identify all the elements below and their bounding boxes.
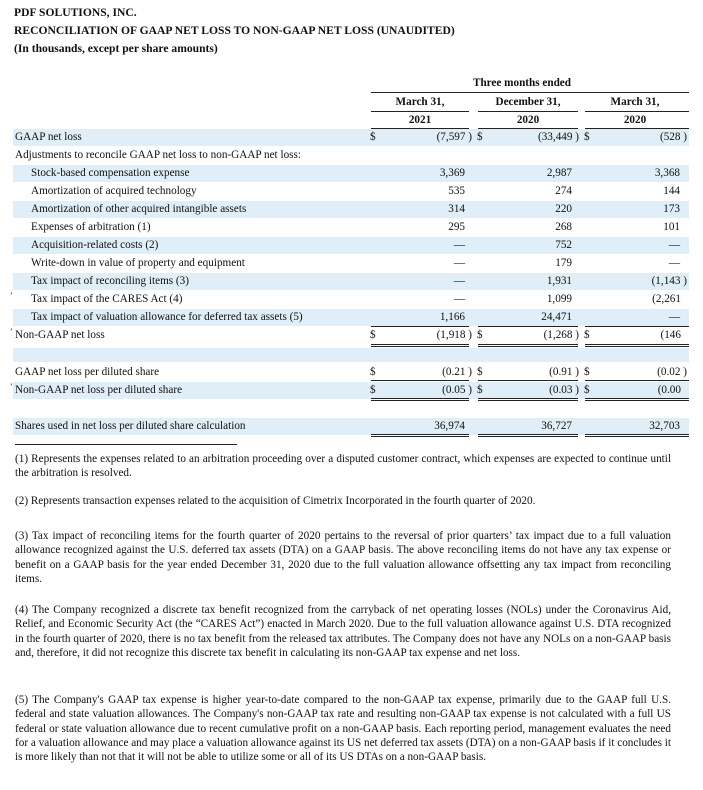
currency-symbol: $ bbox=[477, 366, 483, 378]
row-spacer bbox=[13, 348, 689, 362]
currency-symbol: $ bbox=[370, 131, 376, 143]
row-label: GAAP net loss per diluted share bbox=[15, 366, 160, 378]
row-label: Tax impact of the CARES Act (4) bbox=[31, 293, 183, 305]
value-col1: 36,974 bbox=[434, 420, 465, 432]
value-col2: 274 bbox=[555, 185, 572, 197]
row-label: Acquisition-related costs (2) bbox=[31, 239, 159, 251]
value-col1: 1,166 bbox=[439, 311, 465, 323]
row-label: Adjustments to reconcile GAAP net loss to non-GAAP net loss: bbox=[15, 149, 301, 161]
value-col3: (2,261 bbox=[652, 293, 681, 305]
row-label: Shares used in net loss per diluted share calculation bbox=[15, 420, 246, 432]
value-col2: (33,449 ) bbox=[537, 131, 579, 143]
row-label: Amortization of acquired technology bbox=[31, 185, 197, 197]
footnote-1: (1) Represents the expenses related to an arbitration proceeding over a disputed customer contract, which expenses are expected to continue until the arbitration is resolved. bbox=[15, 453, 671, 480]
value-col3: — bbox=[668, 239, 680, 251]
currency-symbol: $ bbox=[584, 384, 590, 396]
row-tax-impact-reconciling-items bbox=[13, 273, 689, 290]
value-col2: 1,099 bbox=[546, 293, 572, 305]
value-col2: 2,987 bbox=[546, 167, 572, 179]
col3-header-rule-top bbox=[585, 111, 689, 112]
per-share-double-rule-col3-b bbox=[585, 398, 689, 401]
value-col1: — bbox=[453, 239, 465, 251]
value-col2: 36,727 bbox=[541, 420, 572, 432]
currency-symbol: $ bbox=[584, 329, 590, 341]
row-label: GAAP net loss bbox=[15, 131, 82, 143]
row-amortization-other-intangibles bbox=[13, 201, 689, 218]
col2-header-rule-top bbox=[478, 111, 578, 112]
value-col2: 752 bbox=[555, 239, 572, 251]
report-subtitle: (In thousands, except per share amounts) bbox=[14, 42, 218, 55]
row-label: Non-GAAP net loss per diluted share bbox=[15, 384, 183, 396]
paren-mark: ’ bbox=[10, 327, 13, 336]
value-col3: (0.00 bbox=[657, 384, 681, 396]
value-col3: 3,368 bbox=[654, 167, 680, 179]
row-gaap-net-loss bbox=[13, 129, 689, 146]
value-col1: 3,369 bbox=[439, 167, 465, 179]
value-col3: (0.02 ) bbox=[657, 366, 687, 378]
shares-double-rule-col3 bbox=[585, 434, 689, 437]
value-col2: 24,471 bbox=[541, 311, 572, 323]
row-acquisition-related-costs bbox=[13, 237, 689, 254]
currency-symbol: $ bbox=[370, 366, 376, 378]
value-col3: (146 bbox=[660, 329, 681, 341]
shares-double-rule-col1 bbox=[371, 434, 469, 437]
value-col1: (7,597 ) bbox=[436, 131, 472, 143]
value-col3: — bbox=[668, 311, 680, 323]
row-write-down-property-equipment bbox=[13, 255, 689, 272]
value-col2: (1,268 ) bbox=[543, 329, 579, 341]
value-col1: — bbox=[453, 293, 465, 305]
value-col2: 1,931 bbox=[546, 275, 572, 287]
value-col3: (1,143 ) bbox=[651, 275, 687, 287]
row-shares-used bbox=[13, 418, 689, 435]
row-non-gaap-net-loss-per-share bbox=[10, 382, 689, 399]
row-adjustments-header bbox=[13, 147, 689, 164]
total-double-rule-col3 bbox=[585, 344, 689, 347]
value-col1: (1,918 ) bbox=[436, 329, 472, 341]
currency-symbol: $ bbox=[584, 366, 590, 378]
value-col2: (0.91 ) bbox=[549, 366, 579, 378]
shares-double-rule-col2 bbox=[478, 434, 578, 437]
value-col1: (0.21 ) bbox=[442, 366, 472, 378]
value-col1: 295 bbox=[448, 221, 465, 233]
value-col3: (528 ) bbox=[659, 131, 687, 143]
value-col1: (0.05 ) bbox=[442, 384, 472, 396]
footnote-5: (5) The Company's GAAP tax expense is higher year-to-date compared to the non-GAAP tax expense, primarily due to the GAAP full U.S. federal and state valuation allowances. The Company's non-GAAP tax rate and resulting non-GAAP tax expense is not calculated with a full US federal or state valuation allowance due to recent cumulative profit on a non-GAAP basis. Each reporting period, management evaluates the need for a valuation allowance and may place a valuation allowance against its US net deferred tax assets (DTA) on a non-GAAP basis if it concludes it is more likely than not that it will not be able to utilize some or all of its US DTAs on a non-GAAP basis. bbox=[15, 694, 671, 764]
column-group-header: Three months ended bbox=[472, 77, 571, 89]
col3-header-line1: March 31, bbox=[610, 96, 660, 108]
row-label: Write-down in value of property and equipment bbox=[31, 257, 245, 269]
row-label: Amortization of other acquired intangible assets bbox=[31, 203, 247, 215]
row-gaap-net-loss-per-share bbox=[13, 364, 689, 381]
currency-symbol: $ bbox=[370, 384, 376, 396]
row-tax-impact-valuation-allowance bbox=[13, 309, 689, 326]
row-label: Expenses of arbitration (1) bbox=[31, 221, 151, 233]
row-label: Tax impact of valuation allowance for deferred tax assets (5) bbox=[31, 311, 303, 323]
col2-header-year: 2020 bbox=[516, 114, 540, 126]
footnote-3: (3) Tax impact of reconciling items for the fourth quarter of 2020 pertains to the reversal of prior quarters’ tax impact due to a full valuation allowance recognized against the U.S. deferred tax assets (DTA) on a GAAP basis. The above reconciling items do not have any tax expense or benefit on a GAAP basis for the year ended December 31, 2020 due to the full valuation allowance offsetting any tax impact from reconciling items. bbox=[15, 530, 671, 585]
total-double-rule-col1 bbox=[371, 344, 469, 347]
total-double-rule-col2 bbox=[478, 344, 578, 347]
currency-symbol: $ bbox=[477, 384, 483, 396]
col1-header-line1: March 31, bbox=[395, 96, 445, 108]
footnote-2: (2) Represents transaction expenses related to the acquisition of Cimetrix Incorporated in the fourth quarter of 2020. bbox=[15, 495, 536, 507]
row-expenses-of-arbitration bbox=[13, 219, 689, 236]
row-label: Tax impact of reconciling items (3) bbox=[31, 275, 189, 287]
currency-symbol: $ bbox=[584, 131, 590, 143]
currency-symbol: $ bbox=[477, 329, 483, 341]
col2-header-line1: December 31, bbox=[495, 96, 561, 108]
value-col1: 535 bbox=[448, 185, 465, 197]
value-col2: (0.03 ) bbox=[549, 384, 579, 396]
value-col3: 173 bbox=[663, 203, 680, 215]
footnote-separator bbox=[15, 444, 237, 445]
col3-header-year: 2020 bbox=[623, 114, 647, 126]
per-share-double-rule-col2-b bbox=[478, 398, 578, 401]
value-col2: 268 bbox=[555, 221, 572, 233]
per-share-double-rule-col1-b bbox=[371, 398, 469, 401]
column-group-rule bbox=[371, 92, 689, 93]
row-tax-impact-cares-act bbox=[10, 291, 689, 308]
paren-mark: ’ bbox=[10, 291, 13, 300]
footnote-4: (4) The Company recognized a discrete tax benefit recognized from the carryback of net operating losses (NOLs) under the Coronavirus Aid, Relief, and Economic Security Act (the “CARES Act”) enacted in March 2020. Due to the full valuation allowance against U.S. DTA recognized in the fourth quarter of 2020, there is no tax benefit from the released tax attributes. The Company does not have any NOLs on a non-GAAP basis and, therefore, it did not recognize this discrete tax benefit in calculating its non-GAAP tax expense and net loss. bbox=[15, 604, 671, 659]
currency-symbol: $ bbox=[477, 131, 483, 143]
col1-header-rule-top bbox=[371, 111, 469, 112]
value-col2: 179 bbox=[555, 257, 572, 269]
row-label: Stock-based compensation expense bbox=[31, 167, 190, 179]
currency-symbol: $ bbox=[370, 329, 376, 341]
col1-header-year: 2021 bbox=[408, 114, 432, 126]
row-non-gaap-net-loss bbox=[10, 327, 689, 344]
value-col1: 314 bbox=[448, 203, 465, 215]
value-col1: — bbox=[453, 275, 465, 287]
row-label: Non-GAAP net loss bbox=[15, 329, 105, 341]
paren-mark: ’ bbox=[10, 382, 13, 391]
value-col3: — bbox=[668, 257, 680, 269]
value-col3: 32,703 bbox=[649, 420, 680, 432]
value-col3: 144 bbox=[663, 185, 680, 197]
row-amortization-acquired-technology bbox=[13, 183, 689, 200]
value-col2: 220 bbox=[555, 203, 572, 215]
value-col3: 101 bbox=[663, 221, 680, 233]
value-col1: — bbox=[453, 257, 465, 269]
row-stock-based-compensation bbox=[13, 165, 689, 182]
company-name: PDF SOLUTIONS, INC. bbox=[14, 6, 137, 19]
report-title: RECONCILIATION OF GAAP NET LOSS TO NON-GAAP NET LOSS (UNAUDITED) bbox=[14, 24, 455, 37]
